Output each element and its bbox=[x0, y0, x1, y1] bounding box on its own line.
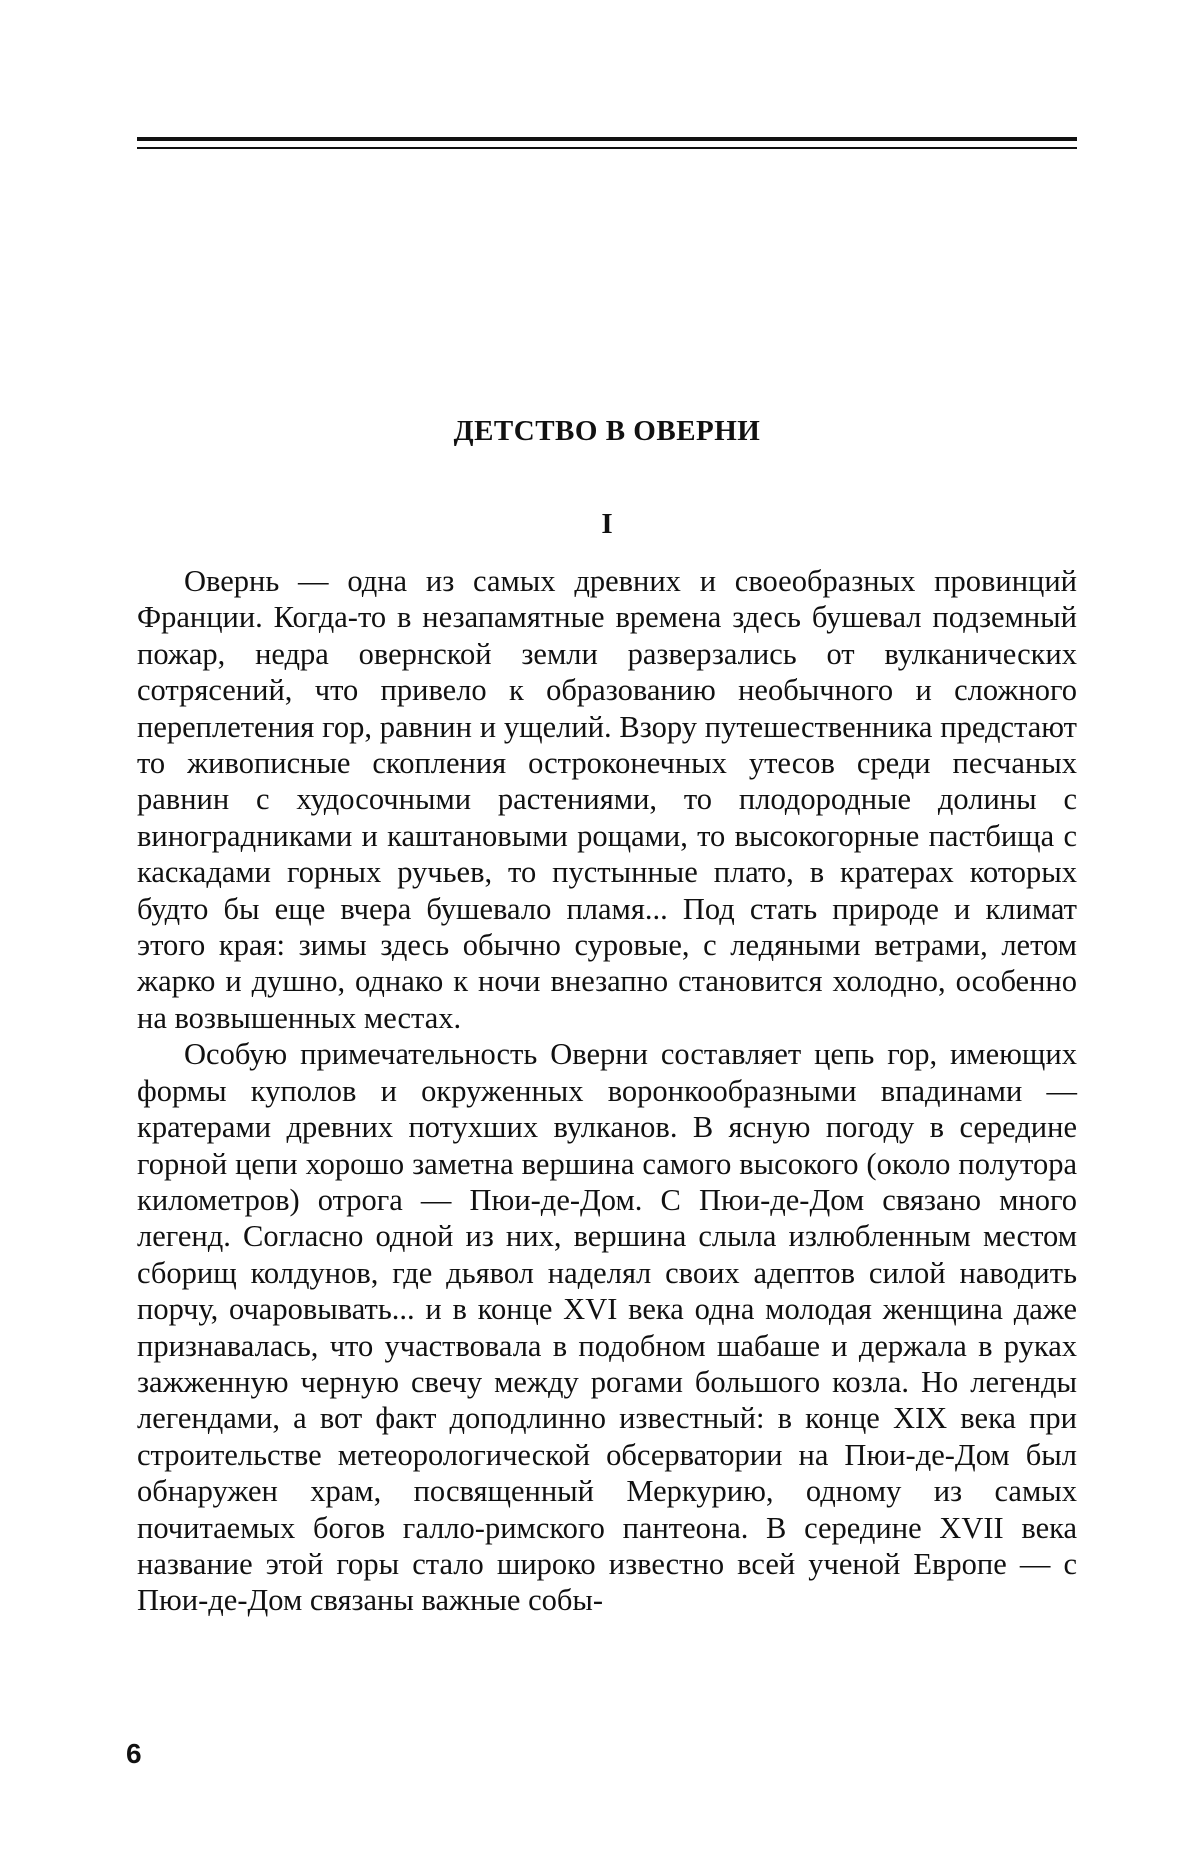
page-number: 6 bbox=[126, 1738, 142, 1770]
paragraph: Особую примечательность Оверни составляет цепь гор, имеющих формы куполов и окруженных воронкообразными впадинами — кратерами древних потухших вулканов. В ясную погоду в середине горной цепи хорошо заметна вершина самого высокого (около полутора километров) отрога — Пюи-де-Дом. С Пюи-де-Дом связано много легенд. Согласно одной из них, вершина слыла излюбленным местом сборищ колдунов, где дьявол наделял своих адептов силой наводить порчу, очаровывать... и в конце XVI века одна молодая женщина даже признавалась, что участвовала в подобном шабаше и держала в руках зажженную черную свечу между рогами большого козла. Но легенды легендами, а вот факт доподлинно известный: в конце XIX века при строительстве метеорологической обсерватории на Пюи-де-Дом был обнаружен храм, посвященный Меркурию, одному из самых почитаемых богов галло-римского пантеона. В середине XVII века название этой горы стало широко известно всей ученой Европе — с Пюи-де-Дом связаны важные собы- bbox=[137, 1036, 1077, 1619]
header-rule-thick bbox=[137, 137, 1077, 141]
chapter-title: ДЕТСТВО В ОВЕРНИ bbox=[137, 415, 1077, 448]
paragraph: Овернь — одна из самых древних и своеобразных провинций Франции. Когда-то в незапамятные времена здесь бушевал подземный пожар, недра овернской земли разверзались от вулканических сотрясений, что привело к образованию необычного и сложного переплетения гор, равнин и ущелий. Взору путешественника предстают то живописные скопления остроконечных утесов среди песчаных равнин с худосочными растениями, то плодородные долины с виноградниками и каштановыми рощами, то высокогорные пастбища с каскадами горных ручьев, то пустынные плато, в кратерах которых будто бы еще вчера бушевало пламя... Под стать природе и климат этого края: зимы здесь обычно суровые, с ледяными ветрами, летом жарко и душно, однако к ночи внезапно становится холодно, особенно на возвышенных местах. bbox=[137, 563, 1077, 1036]
header-rule-thin bbox=[137, 147, 1077, 149]
book-page bbox=[0, 0, 1200, 1871]
body-text bbox=[137, 563, 1077, 1619]
section-number: I bbox=[137, 508, 1077, 541]
